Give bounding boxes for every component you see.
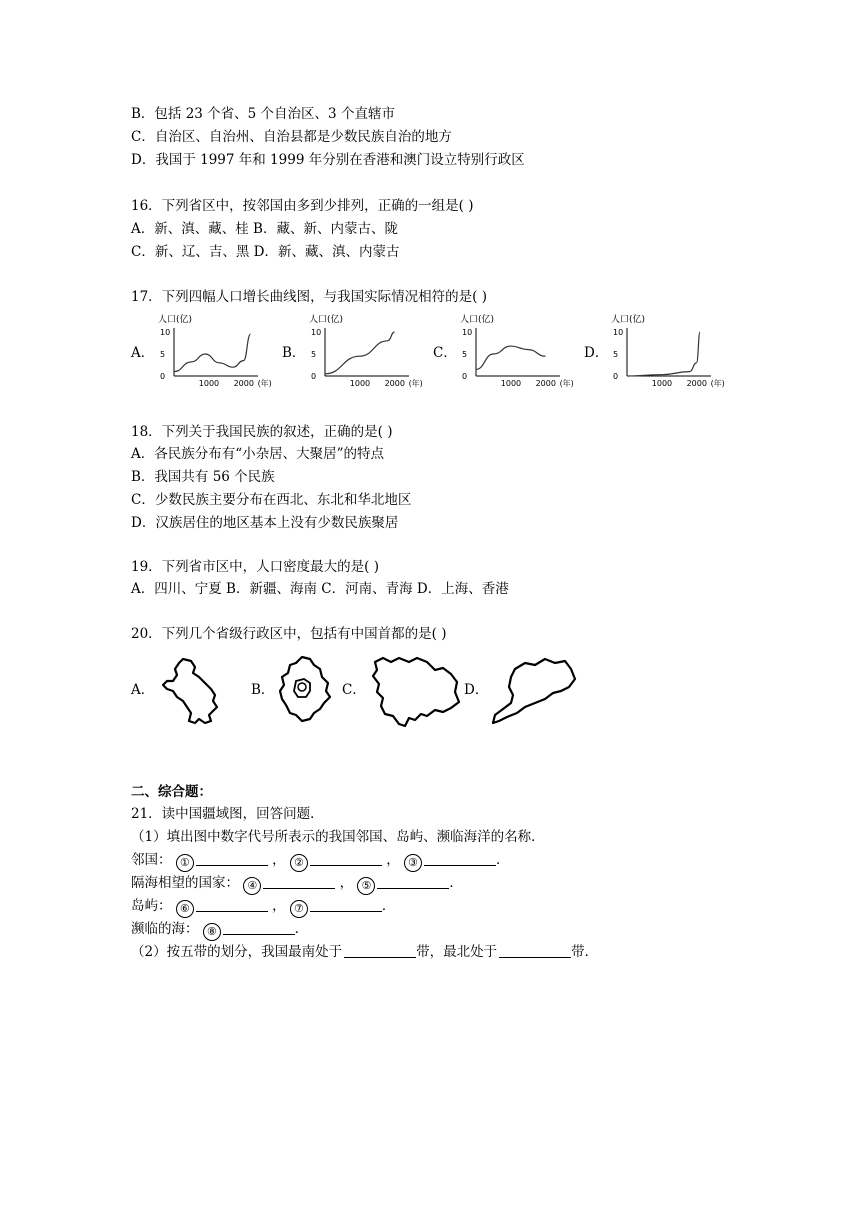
q20-label-d: D． bbox=[464, 682, 489, 698]
q15-option-b: B．包括 23 个省、5 个自治区、3 个直辖市 bbox=[131, 106, 395, 122]
y-tick-label: 0 bbox=[613, 372, 619, 381]
q21-stem: 21．读中国疆域图，回答问题． bbox=[131, 806, 324, 822]
x-unit-label: (年) bbox=[257, 379, 272, 388]
province-outline-a bbox=[155, 655, 225, 727]
q15-option-d: D．我国于 1997 年和 1999 年分别在香港和澳门设立特别行政区 bbox=[131, 152, 525, 168]
circled-number-8: ⑧ bbox=[203, 923, 221, 941]
q18-option-c: C．少数民族主要分布在西北、东北和华北地区 bbox=[131, 492, 412, 508]
population-chart-d bbox=[605, 312, 730, 392]
y-tick-label: 5 bbox=[462, 350, 468, 359]
circled-number-7: ⑦ bbox=[290, 900, 308, 918]
answer-blank-north-zone[interactable] bbox=[499, 943, 571, 958]
y-tick-label: 0 bbox=[160, 372, 166, 381]
answer-blank-8[interactable] bbox=[223, 920, 295, 935]
population-chart-a bbox=[152, 312, 277, 392]
province-outline-d bbox=[485, 655, 580, 727]
province-outline-b bbox=[272, 653, 334, 725]
y-tick-label: 0 bbox=[462, 372, 468, 381]
end-mark: ． bbox=[294, 921, 309, 937]
y-tick-label: 10 bbox=[160, 328, 171, 337]
y-axis-label: 人口(亿) bbox=[309, 315, 344, 325]
q21-sub2-part1: （2）按五带的划分，我国最南处于 bbox=[131, 944, 343, 960]
y-axis-label: 人口(亿) bbox=[611, 315, 646, 325]
q17-label-a: A． bbox=[131, 345, 155, 361]
q21-sub1: （1）填出图中数字代号所表示的我国邻国、岛屿、濒临海洋的名称． bbox=[131, 829, 545, 845]
sea-row bbox=[131, 919, 308, 941]
x-tick-label: 2000 bbox=[686, 379, 707, 388]
q17-stem: 17．下列四幅人口增长曲线图，与我国实际情况相符的是( ) bbox=[131, 289, 488, 305]
population-chart-c bbox=[454, 312, 579, 392]
x-tick-label: 2000 bbox=[384, 379, 405, 388]
end-mark: ． bbox=[381, 898, 396, 914]
neighbors-row bbox=[131, 850, 509, 872]
answer-blank-5[interactable] bbox=[377, 874, 449, 889]
q18-option-a: A．各民族分布有“小杂居、大聚居”的特点 bbox=[131, 446, 385, 462]
q16-stem: 16．下列省区中，按邻国由多到少排列，正确的一组是( ) bbox=[131, 198, 474, 214]
islands-row bbox=[131, 896, 395, 918]
x-tick-label: 2000 bbox=[535, 379, 556, 388]
separator: ， bbox=[386, 852, 400, 868]
y-tick-label: 0 bbox=[311, 372, 317, 381]
x-tick-label: 1000 bbox=[500, 379, 522, 388]
q21-sub2 bbox=[131, 942, 598, 962]
x-unit-label: (年) bbox=[710, 379, 725, 388]
q15-option-c: C．自治区、自治州、自治县都是少数民族自治的地方 bbox=[131, 129, 452, 145]
q21-sub2-part2: 带，最北处于 bbox=[416, 944, 498, 960]
section2-heading: 二、综合题： bbox=[131, 784, 212, 800]
islands-label: 岛屿： bbox=[131, 898, 172, 914]
population-curve bbox=[627, 332, 700, 376]
circled-number-2: ② bbox=[290, 854, 308, 872]
circled-number-4: ④ bbox=[243, 877, 261, 895]
population-chart-b bbox=[303, 312, 428, 392]
q17-label-b: B． bbox=[282, 345, 306, 361]
y-axis-label: 人口(亿) bbox=[460, 315, 495, 325]
population-curve bbox=[174, 334, 251, 371]
circled-number-1: ① bbox=[176, 854, 194, 872]
q18-option-b: B．我国共有 56 个民族 bbox=[131, 469, 275, 485]
x-unit-label: (年) bbox=[408, 379, 423, 388]
q19-options: A．四川、宁夏 B．新疆、海南 C．河南、青海 D．上海、香港 bbox=[131, 581, 509, 597]
circled-number-5: ⑤ bbox=[357, 877, 375, 895]
q17-label-c: C． bbox=[433, 345, 457, 361]
q18-stem: 18．下列关于我国民族的叙述，正确的是( ) bbox=[131, 424, 393, 440]
answer-blank-2[interactable] bbox=[310, 851, 382, 866]
answer-blank-7[interactable] bbox=[310, 897, 382, 912]
q20-label-c: C． bbox=[342, 682, 366, 698]
y-axis-label: 人口(亿) bbox=[158, 315, 193, 325]
x-tick-label: 2000 bbox=[233, 379, 254, 388]
circled-number-6: ⑥ bbox=[176, 900, 194, 918]
end-mark: ． bbox=[495, 852, 510, 868]
q17-label-d: D． bbox=[584, 345, 609, 361]
population-curve bbox=[476, 346, 546, 369]
y-tick-label: 5 bbox=[311, 350, 317, 359]
q21-sub2-part3: 带． bbox=[571, 944, 599, 960]
across-sea-label: 隔海相望的国家： bbox=[131, 875, 239, 891]
across-sea-row bbox=[131, 873, 463, 895]
x-tick-label: 1000 bbox=[349, 379, 371, 388]
x-tick-label: 1000 bbox=[651, 379, 673, 388]
circled-number-3: ③ bbox=[404, 854, 422, 872]
province-outline-c bbox=[365, 652, 465, 732]
answer-blank-3[interactable] bbox=[424, 851, 496, 866]
neighbors-label: 邻国： bbox=[131, 852, 172, 868]
q16-options-row1: A．新、滇、藏、桂 B．藏、新、内蒙古、陇 bbox=[131, 221, 398, 237]
y-tick-label: 10 bbox=[613, 328, 624, 337]
answer-blank-6[interactable] bbox=[196, 897, 268, 912]
q20-label-a: A． bbox=[131, 682, 155, 698]
y-tick-label: 5 bbox=[613, 350, 619, 359]
y-tick-label: 5 bbox=[160, 350, 166, 359]
q20-stem: 20．下列几个省级行政区中，包括有中国首都的是( ) bbox=[131, 626, 447, 642]
sea-label: 濒临的海： bbox=[131, 921, 199, 937]
q18-option-d: D．汉族居住的地区基本上没有少数民族聚居 bbox=[131, 515, 399, 531]
separator: ， bbox=[339, 875, 354, 891]
q19-stem: 19．下列省市区中，人口密度最大的是( ) bbox=[131, 559, 380, 575]
separator: ， bbox=[272, 898, 286, 914]
separator: ， bbox=[272, 852, 286, 868]
y-tick-label: 10 bbox=[311, 328, 322, 337]
x-tick-label: 1000 bbox=[198, 379, 220, 388]
answer-blank-4[interactable] bbox=[263, 874, 335, 889]
q16-options-row2: C．新、辽、吉、黑 D．新、藏、滇、内蒙古 bbox=[131, 244, 400, 260]
end-mark: ． bbox=[449, 875, 463, 891]
population-curve bbox=[325, 332, 395, 374]
answer-blank-south-zone[interactable] bbox=[344, 943, 416, 958]
answer-blank-1[interactable] bbox=[196, 851, 268, 866]
q20-label-b: B． bbox=[251, 682, 275, 698]
x-unit-label: (年) bbox=[559, 379, 574, 388]
y-tick-label: 10 bbox=[462, 328, 473, 337]
